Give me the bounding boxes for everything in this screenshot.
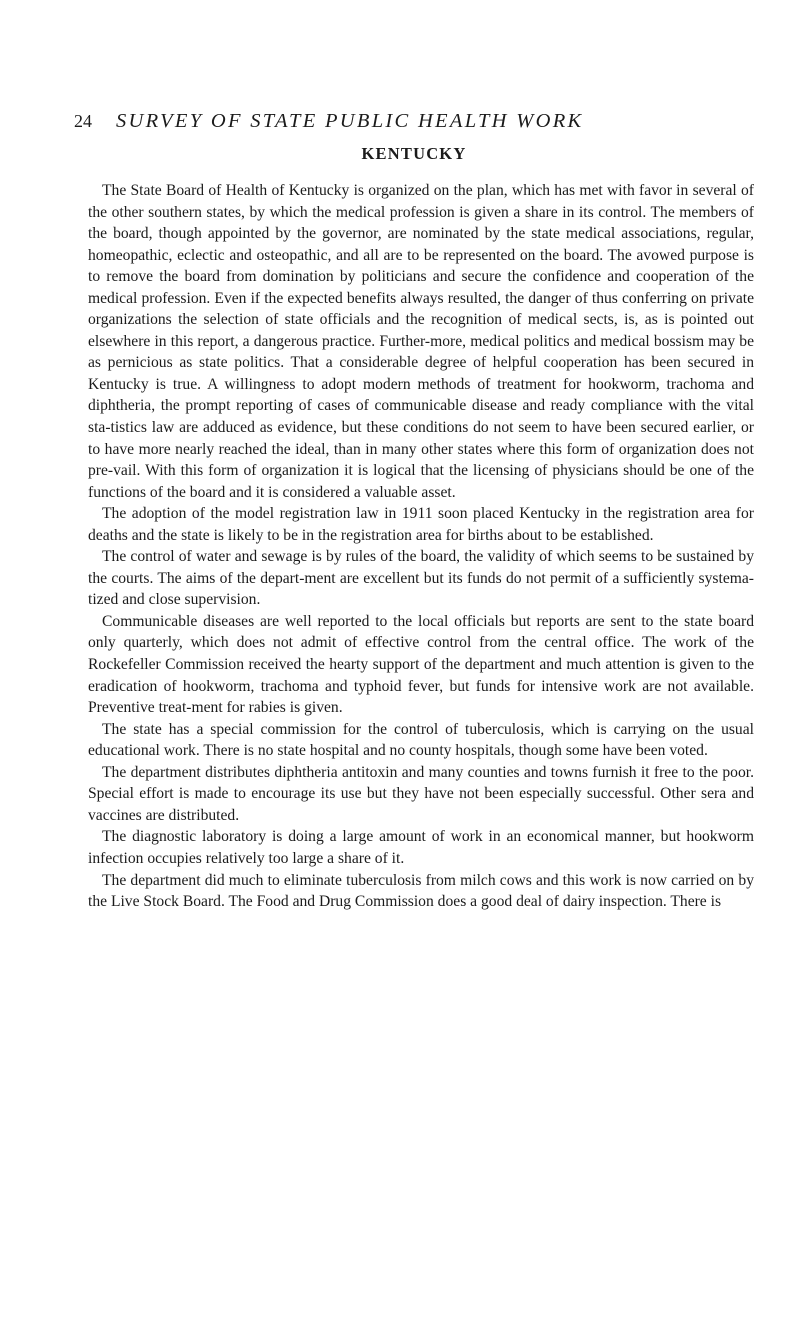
paragraph: The department distributes diphtheria antitoxin and many counties and towns furnish it free to the poor. Special effort is made to encourage its use but they have not been especially successful. Other sera and vaccines are distributed. (88, 763, 754, 824)
paragraph: The State Board of Health of Kentucky is organized on the plan, which has met with favor in several of the other southern states, by which the medical profession is given a share in its control. The members of the board, though appointed by the governor, are nominated by the state medical associations, regular, homeopathic, eclectic and osteopathic, and all are to be represented on the board. The avowed purpose is to remove the board from domination by politicians and secure the confidence and cooperation of the medical profession. Even if the expected benefits always resulted, the danger of thus conferring on private organizations the selection of state officials and the recognition of medical sects, is, as is pointed out elsewhere in this report, a dangerous practice. Further-more, medical politics and medical bossism may be as pernicious as state politics. That a considerable degree of helpful cooperation has been secured in Kentucky is true. A willingness to adopt modern methods of treatment for hookworm, trachoma and diphtheria, the prompt reporting of cases of communicable disease and ready compliance with the vital sta-tistics law are adduced as evidence, but these conditions do not seem to have been secured earlier, or to have more nearly reached the ideal, than in many other states where this form of organization does not pre-vail. With this form of organization it is logical that the licensing of physicians should be one of the functions of the board and it is considered a valuable asset. (88, 182, 754, 501)
running-title: SURVEY OF STATE PUBLIC HEALTH WORK (116, 110, 584, 132)
page-number: 24 (74, 111, 92, 131)
paragraph: The adoption of the model registration law in 1911 soon placed Kentucky in the registration area for deaths and the state is likely to be in the registration area for births about to be established. (88, 505, 754, 544)
body-text (88, 180, 754, 913)
paragraph: Communicable diseases are well reported to the local officials but reports are sent to the state board only quarterly, which does not admit of effective control from the central office. The work of the Rockefeller Commission received the hearty support of the department and much attention is given to the eradication of hookworm, trachoma and typhoid fever, but funds for intensive work are not available. Preventive treat-ment for rabies is given. (88, 612, 754, 717)
paragraph: The control of water and sewage is by rules of the board, the validity of which seems to be sustained by the courts. The aims of the depart-ment are excellent but its funds do not permit of a sufficiently systema-tized and close supervision. (88, 548, 754, 609)
paragraph: The state has a special commission for the control of tuberculosis, which is carrying on the usual educational work. There is no state hospital and no county hospitals, though some have been voted. (88, 720, 754, 760)
paragraph: The diagnostic laboratory is doing a large amount of work in an economical manner, but hookworm infection occupies relatively too large a share of it. (88, 828, 754, 867)
paragraph: The department did much to eliminate tuberculosis from milch cows and this work is now carried on by the Live Stock Board. The Food and Drug Commission does a good deal of dairy inspection. There is (88, 871, 754, 911)
section-heading: KENTUCKY (361, 144, 467, 163)
running-head (74, 106, 754, 136)
